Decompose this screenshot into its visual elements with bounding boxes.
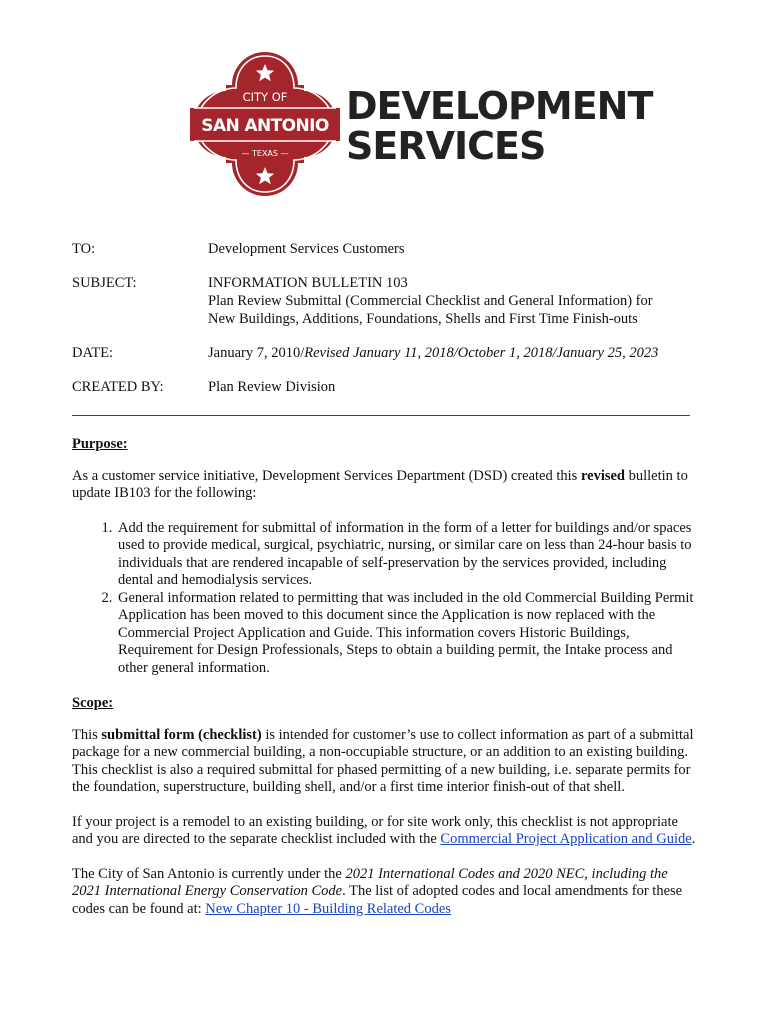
created-by-value: Plan Review Division xyxy=(208,379,336,395)
scope-p2-text: If your project is a remodel to an existing building, or for site work only, this checklist is not appropriate and you are directed to the separate checklist included with the xyxy=(72,813,678,847)
memo-to-row xyxy=(72,240,712,258)
wordmark-line-1: DEVELOPMENT xyxy=(346,84,653,128)
list-item: 1. Add the requirement for submittal of information in the form of a letter for buildings and/or spaces used to provide medical, surgical, psychiatric, nursing, or similar care on less than 24-hour basis to individuals that are rendered incapable of self-preservation by the services provided, including dental and hemodialysis services. xyxy=(116,520,698,590)
memo-subject-row xyxy=(72,274,712,328)
subject-line-2: Plan Review Submittal (Commercial Checklist and General Information) for xyxy=(208,293,653,309)
purpose-intro xyxy=(72,468,698,503)
to-label: TO: xyxy=(72,241,96,257)
purpose-list xyxy=(72,520,698,678)
date-value xyxy=(208,344,712,362)
date-revised: Revised January 11, 2018/October 1, 2018/January 25, 2023 xyxy=(304,345,659,361)
purpose-intro-text: As a customer service initiative, Development Services Department (DSD) created this xyxy=(72,467,581,484)
date-label: DATE: xyxy=(72,345,114,361)
header-divider xyxy=(72,415,690,416)
city-seal-logo xyxy=(190,50,340,198)
subject-value xyxy=(208,274,712,328)
scope-p3-text: The City of San Antonio is currently under the xyxy=(72,865,346,882)
commercial-project-application-link[interactable]: Commercial Project Application and Guide xyxy=(440,831,692,847)
scope-p1-bold: submittal form (checklist) xyxy=(101,726,262,743)
subject-line-3: New Buildings, Additions, Foundations, Shells and First Time Finish-outs xyxy=(208,311,638,327)
bulletin-body xyxy=(72,436,698,935)
scope-p1-text-end: is intended for customer’s use to collect information as part of a submittal package for a new commercial building, a non-occupiable structure, or an addition to an existing building. This checklist is also a required submittal for phased permitting of a new building, i.e. separate permits for the foundation, superstructure, building shell, and/or a first time interior finish-out of that shell. xyxy=(72,726,694,795)
department-wordmark xyxy=(346,86,652,166)
memo-date-row xyxy=(72,344,712,362)
scope-p2-text-end: . xyxy=(691,831,696,847)
created-by-label: CREATED BY: xyxy=(72,379,164,395)
memo-created-row xyxy=(72,378,712,396)
scope-p3-italic: 2021 International Codes and 2020 NEC, including the 2021 International Energy Conservation Code xyxy=(72,865,668,899)
subject-label: SUBJECT: xyxy=(72,275,137,291)
logo-top-text: CITY OF xyxy=(242,90,288,104)
scope-paragraph-3 xyxy=(72,866,698,919)
city-badge-svg xyxy=(190,50,340,198)
scope-p1-text: This xyxy=(72,726,102,743)
memo-header xyxy=(72,240,712,396)
scope-paragraph-2 xyxy=(72,814,698,849)
building-related-codes-link[interactable]: New Chapter 10 - Building Related Codes xyxy=(205,900,451,917)
logo-main-text: SAN ANTONIO xyxy=(201,116,329,136)
scope-p3-text-mid: . The list of adopted codes and local amendments for these codes can be found at: xyxy=(72,883,683,917)
scope-heading: Scope: xyxy=(72,695,114,711)
subject-line-1: INFORMATION BULLETIN 103 xyxy=(208,275,408,291)
purpose-heading: Purpose: xyxy=(72,436,128,452)
purpose-intro-text-end: bulletin to update IB103 for the following: xyxy=(72,467,688,501)
date-original: January 7, 2010/ xyxy=(208,345,305,361)
scope-paragraph-1 xyxy=(72,727,698,797)
wordmark-line-2: SERVICES xyxy=(346,124,546,168)
purpose-intro-bold: revised xyxy=(580,467,625,484)
to-value: Development Services Customers xyxy=(208,241,405,257)
logo-bottom-text: — TEXAS — xyxy=(241,149,289,158)
list-item: 2. General information related to permitting that was included in the old Commercial Building Permit Application has been moved to this document since the Application is now replaced with the Commercial Project Application and Guide. This information covers Historic Buildings, Requirement for Design Professionals, Steps to obtain a building permit, the Intake process and other general information. xyxy=(116,590,698,678)
